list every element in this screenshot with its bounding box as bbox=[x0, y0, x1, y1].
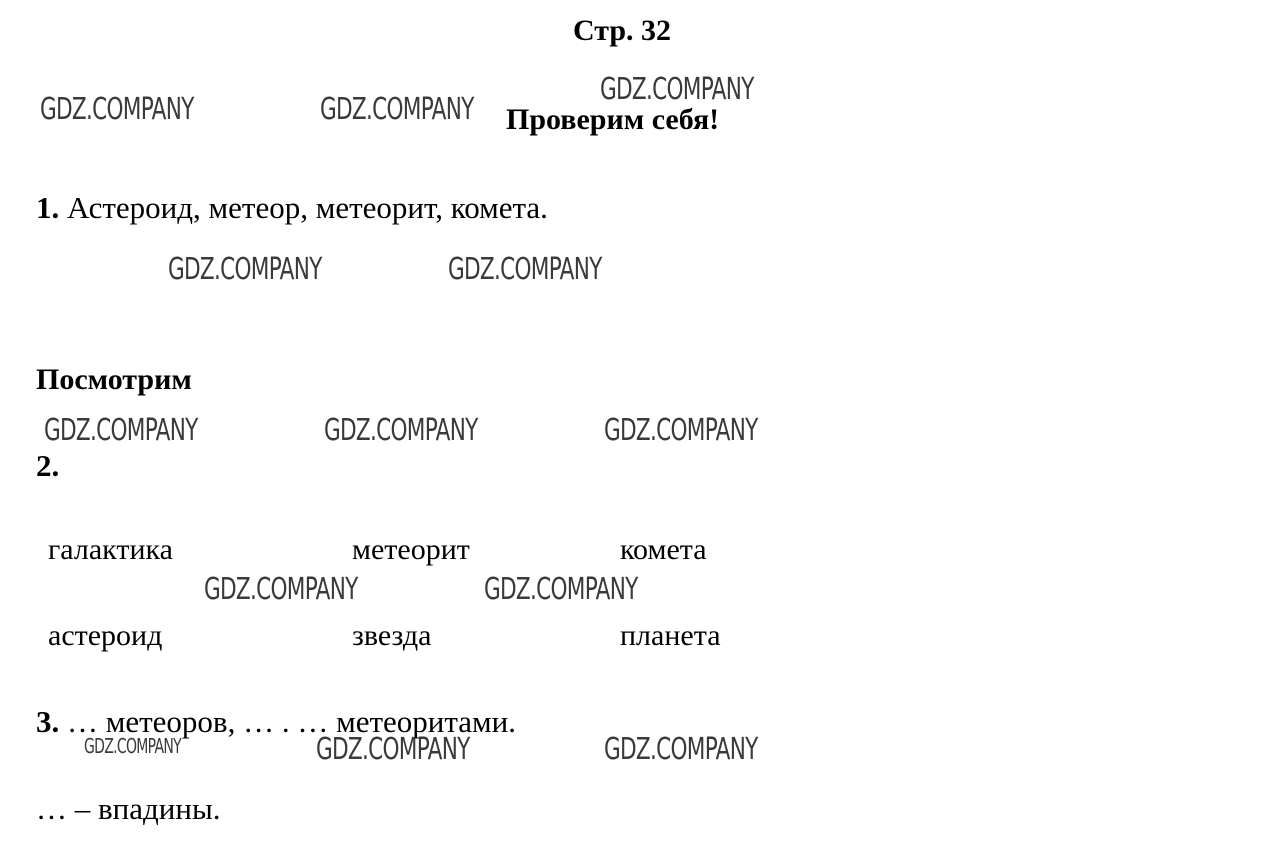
watermark: GDZ.COMPANY bbox=[600, 72, 754, 107]
watermark: GDZ.COMPANY bbox=[168, 252, 322, 287]
term-star: звезда bbox=[352, 619, 432, 652]
watermark: GDZ.COMPANY bbox=[316, 732, 470, 767]
page-title: Стр. 32 bbox=[573, 14, 672, 47]
watermark: GDZ.COMPANY bbox=[448, 252, 602, 287]
watermark: GDZ.COMPANY bbox=[604, 413, 758, 448]
question-3-number: 3. bbox=[36, 704, 60, 739]
question-1 bbox=[36, 190, 548, 226]
question-1-number: 1. bbox=[36, 190, 60, 225]
term-planet: планета bbox=[620, 619, 721, 652]
term-meteorite: метеорит bbox=[352, 533, 470, 566]
watermark: GDZ.COMPANY bbox=[84, 734, 181, 758]
question-2-number: 2. bbox=[36, 448, 60, 483]
question-3-line-2: … – впадины. bbox=[36, 791, 221, 826]
term-galaxy: галактика bbox=[48, 533, 173, 566]
watermark: GDZ.COMPANY bbox=[484, 572, 638, 607]
question-1-answer: Астероид, метеор, метеорит, комета. bbox=[67, 190, 548, 225]
question-3-line-1: … метеоров, … . … метеоритами. bbox=[67, 704, 516, 739]
watermark: GDZ.COMPANY bbox=[320, 92, 474, 127]
section-title: Проверим себя! bbox=[506, 103, 720, 136]
term-comet: комета bbox=[620, 533, 707, 566]
watermark: GDZ.COMPANY bbox=[40, 92, 194, 127]
watermark: GDZ.COMPANY bbox=[324, 413, 478, 448]
watermark: GDZ.COMPANY bbox=[204, 572, 358, 607]
watermark: GDZ.COMPANY bbox=[44, 413, 198, 448]
watermark: GDZ.COMPANY bbox=[604, 732, 758, 767]
term-asteroid: астероид bbox=[48, 619, 163, 652]
subheading: Посмотрим bbox=[36, 363, 192, 396]
